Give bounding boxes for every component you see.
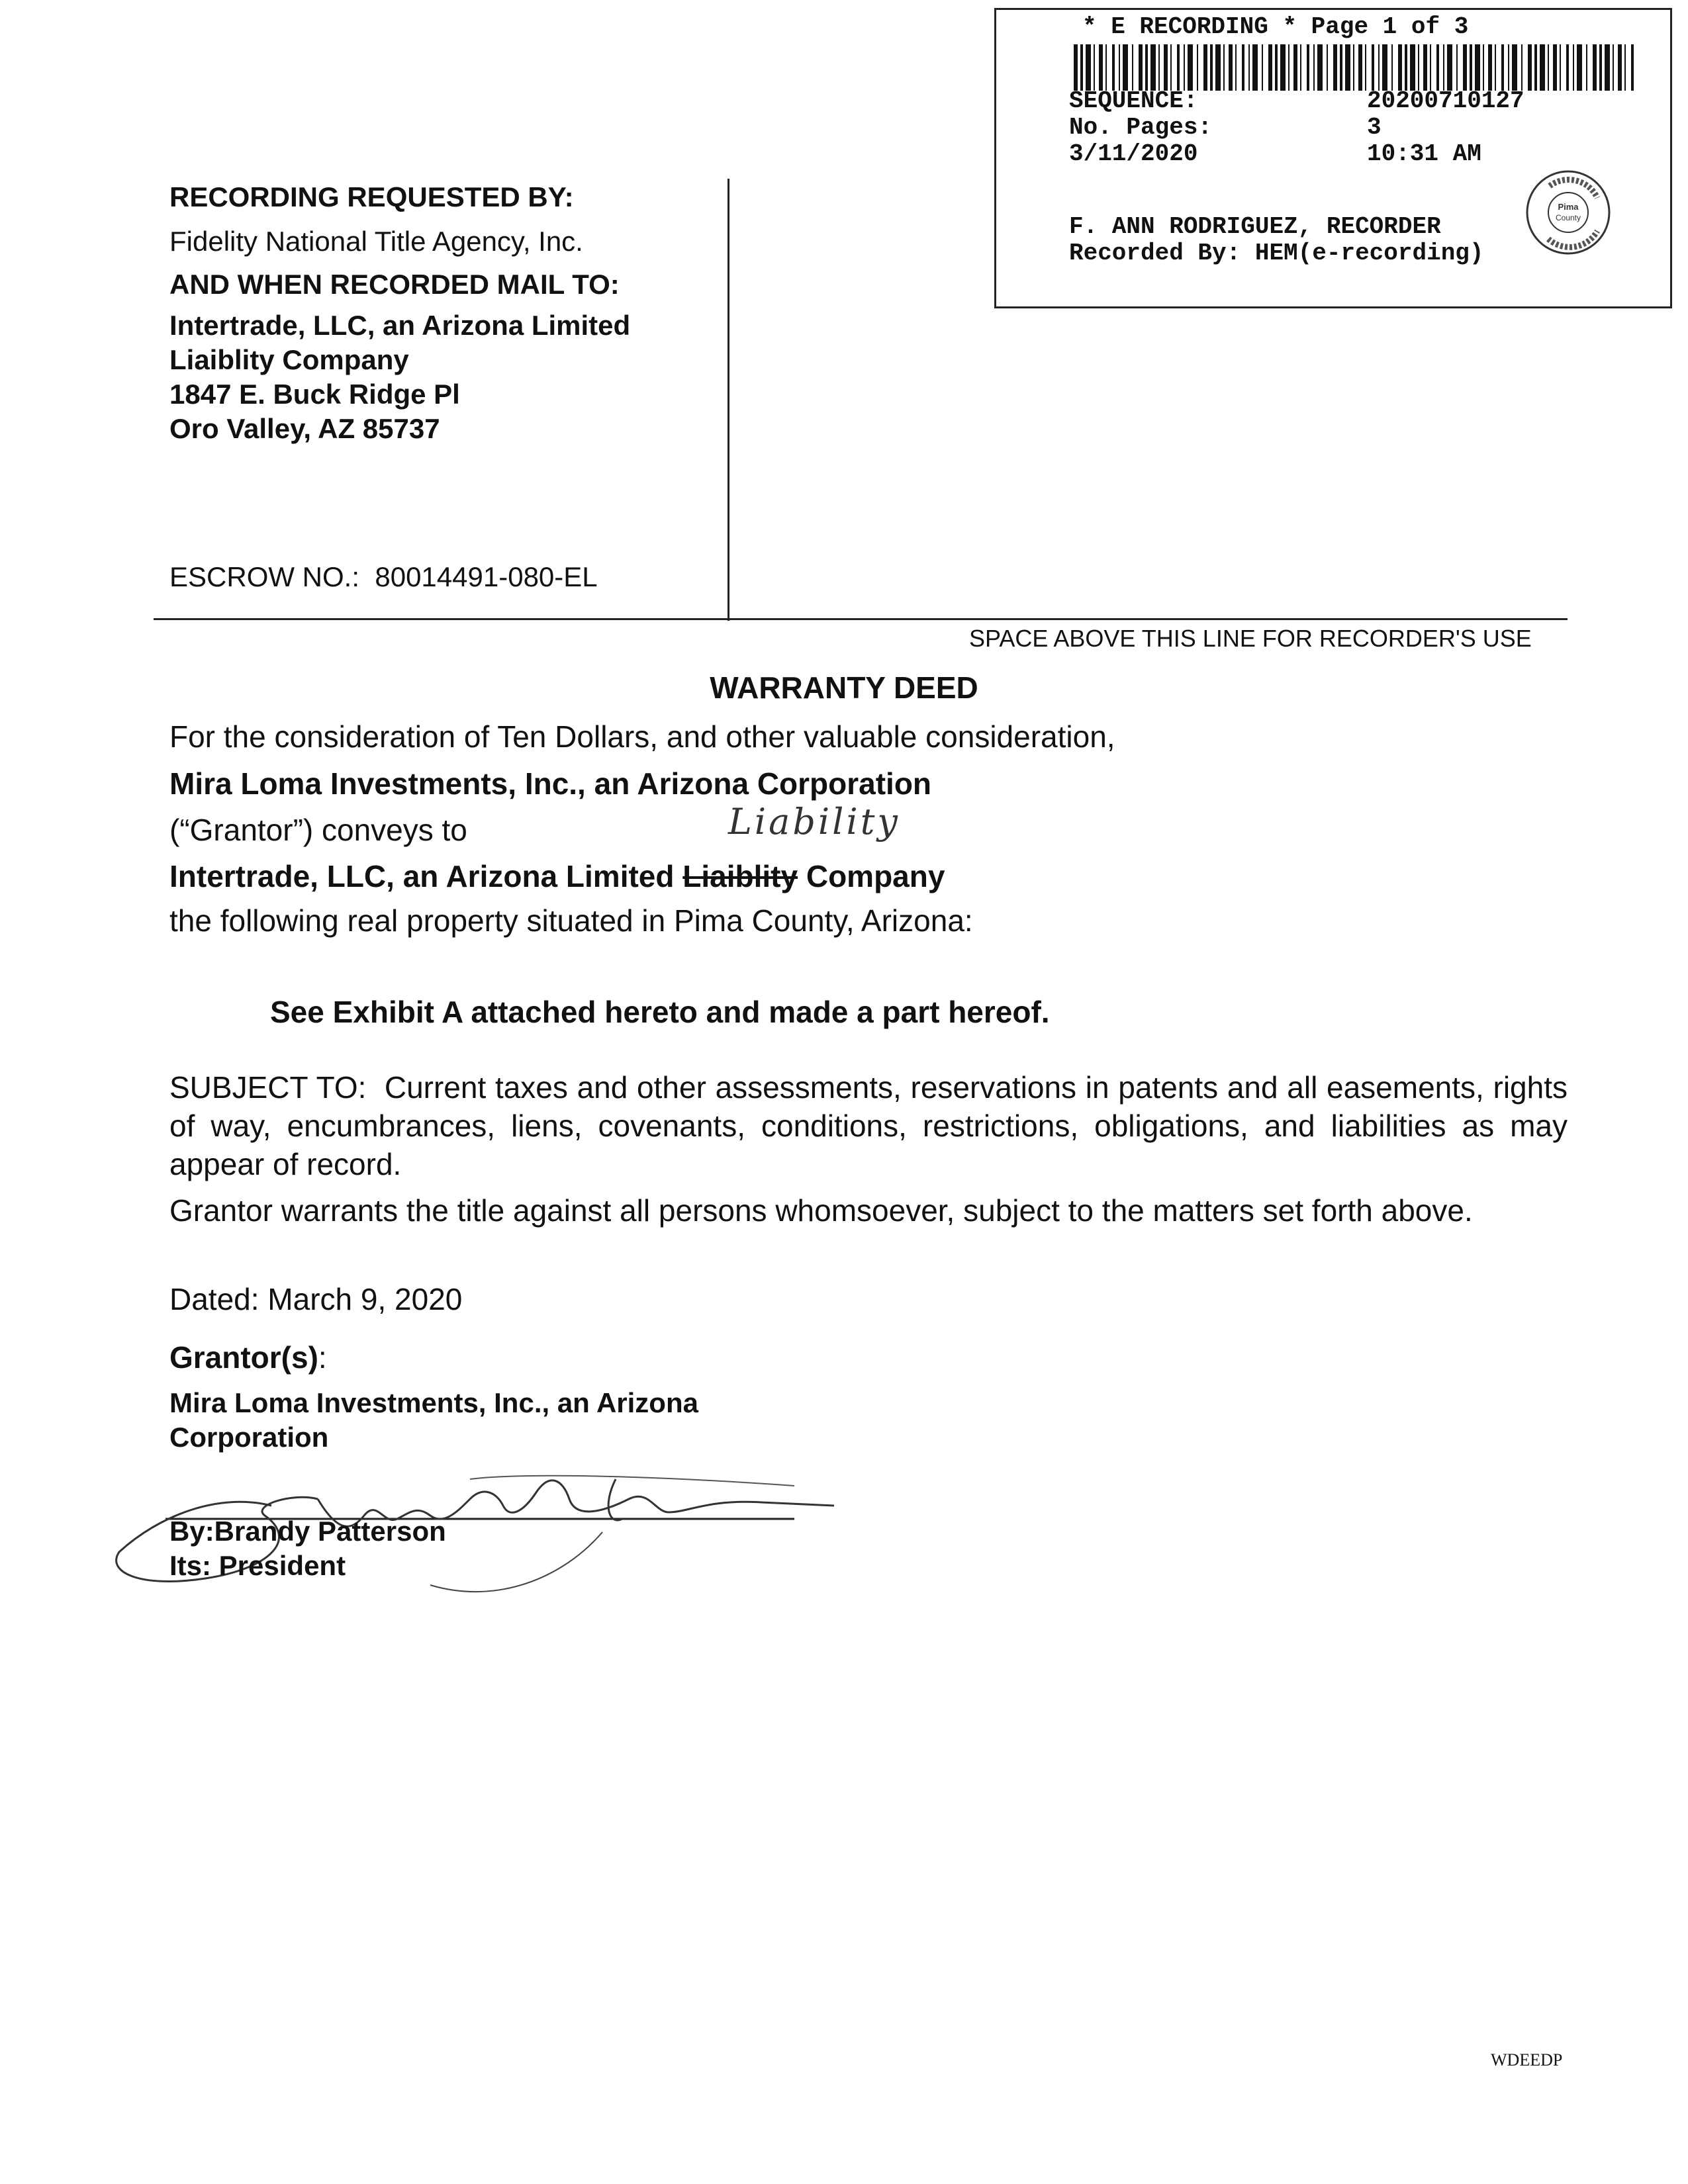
warranty-paragraph: Grantor warrants the title against all persons whomsoever, subject to the matters set forth above. [169,1193,1473,1228]
mail-to-line: 1847 E. Buck Ridge Pl [169,379,460,410]
signer-title: Its: President [169,1550,346,1581]
escrow-value: 80014491-080-EL [375,561,598,592]
barcode-icon [1074,44,1636,91]
grantor-entity-line1: Mira Loma Investments, Inc., an Arizona [169,1387,698,1418]
record-date: 3/11/2020 [1069,140,1198,167]
requested-by-value: Fidelity National Title Agency, Inc. [169,226,583,257]
recorder-name: F. ANN RODRIGUEZ, RECORDER [1069,213,1441,240]
form-code: WDEEDP [1491,2050,1563,2070]
stamp-header: * E RECORDING * Page 1 of 3 [1082,13,1469,40]
mail-to-line: Liaiblity Company [169,344,409,375]
property-line: the following real property situated in Pima County, Arizona: [169,903,973,938]
recorder-stamp [994,8,1672,308]
handwritten-correction: Liability [728,801,900,842]
sequence-label: SEQUENCE: [1069,87,1198,114]
grantee-part2: Company [806,859,945,893]
dated-line: Dated: March 9, 2020 [169,1282,463,1316]
record-time: 10:31 AM [1367,140,1481,167]
grantors-heading [169,1338,327,1377]
subject-to-paragraph: SUBJECT TO: Current taxes and other assessments, reservations in patents and all easements, rights of way, encumbrances, liens, covenants, conditions, restrictions, obligations, and liabilities as may appear of record. [169,1070,1576,1181]
recorder-use-note: SPACE ABOVE THIS LINE FOR RECORDER'S USE [969,625,1532,652]
pages-label: No. Pages: [1069,114,1213,141]
svg-text:County: County [1555,213,1581,222]
pages-value: 3 [1367,114,1382,141]
grantee-name [169,857,945,895]
document-title: WARRANTY DEED [710,670,978,705]
sequence-value: 20200710127 [1367,87,1524,114]
svg-text:Pima: Pima [1558,202,1579,212]
grantors-label: Grantor(s) [169,1340,318,1375]
requested-by-label: RECORDING REQUESTED BY: [169,181,574,212]
mail-to-line: Oro Valley, AZ 85737 [169,413,440,444]
grantor-entity-line2: Corporation [169,1422,329,1453]
recorder-space-line [154,618,1568,620]
conveys-line: (“Grantor”) conveys to [169,813,467,847]
grantor-name: Mira Loma Investments, Inc., an Arizona Corporation [169,766,932,801]
escrow-label: ESCROW NO.: [169,561,360,592]
escrow-number [169,560,598,594]
exhibit-reference: See Exhibit A attached hereto and made a part hereof. [270,995,1050,1029]
grantee-struck-word: Liaiblity [682,859,798,893]
header-divider-vertical [727,179,729,621]
mail-to-line: Intertrade, LLC, an Arizona Limited [169,310,631,341]
mail-to-label: AND WHEN RECORDED MAIL TO: [169,269,620,300]
grantors-colon: : [318,1340,327,1375]
consideration-line: For the consideration of Ten Dollars, and other valuable consideration, [169,719,1115,754]
recorded-by: Recorded By: HEM(e-recording) [1069,240,1484,267]
signer-name: By:Brandy Patterson [169,1516,446,1547]
grantee-part1: Intertrade, LLC, an Arizona Limited [169,859,675,893]
county-recorder-seal-icon [1523,167,1613,257]
